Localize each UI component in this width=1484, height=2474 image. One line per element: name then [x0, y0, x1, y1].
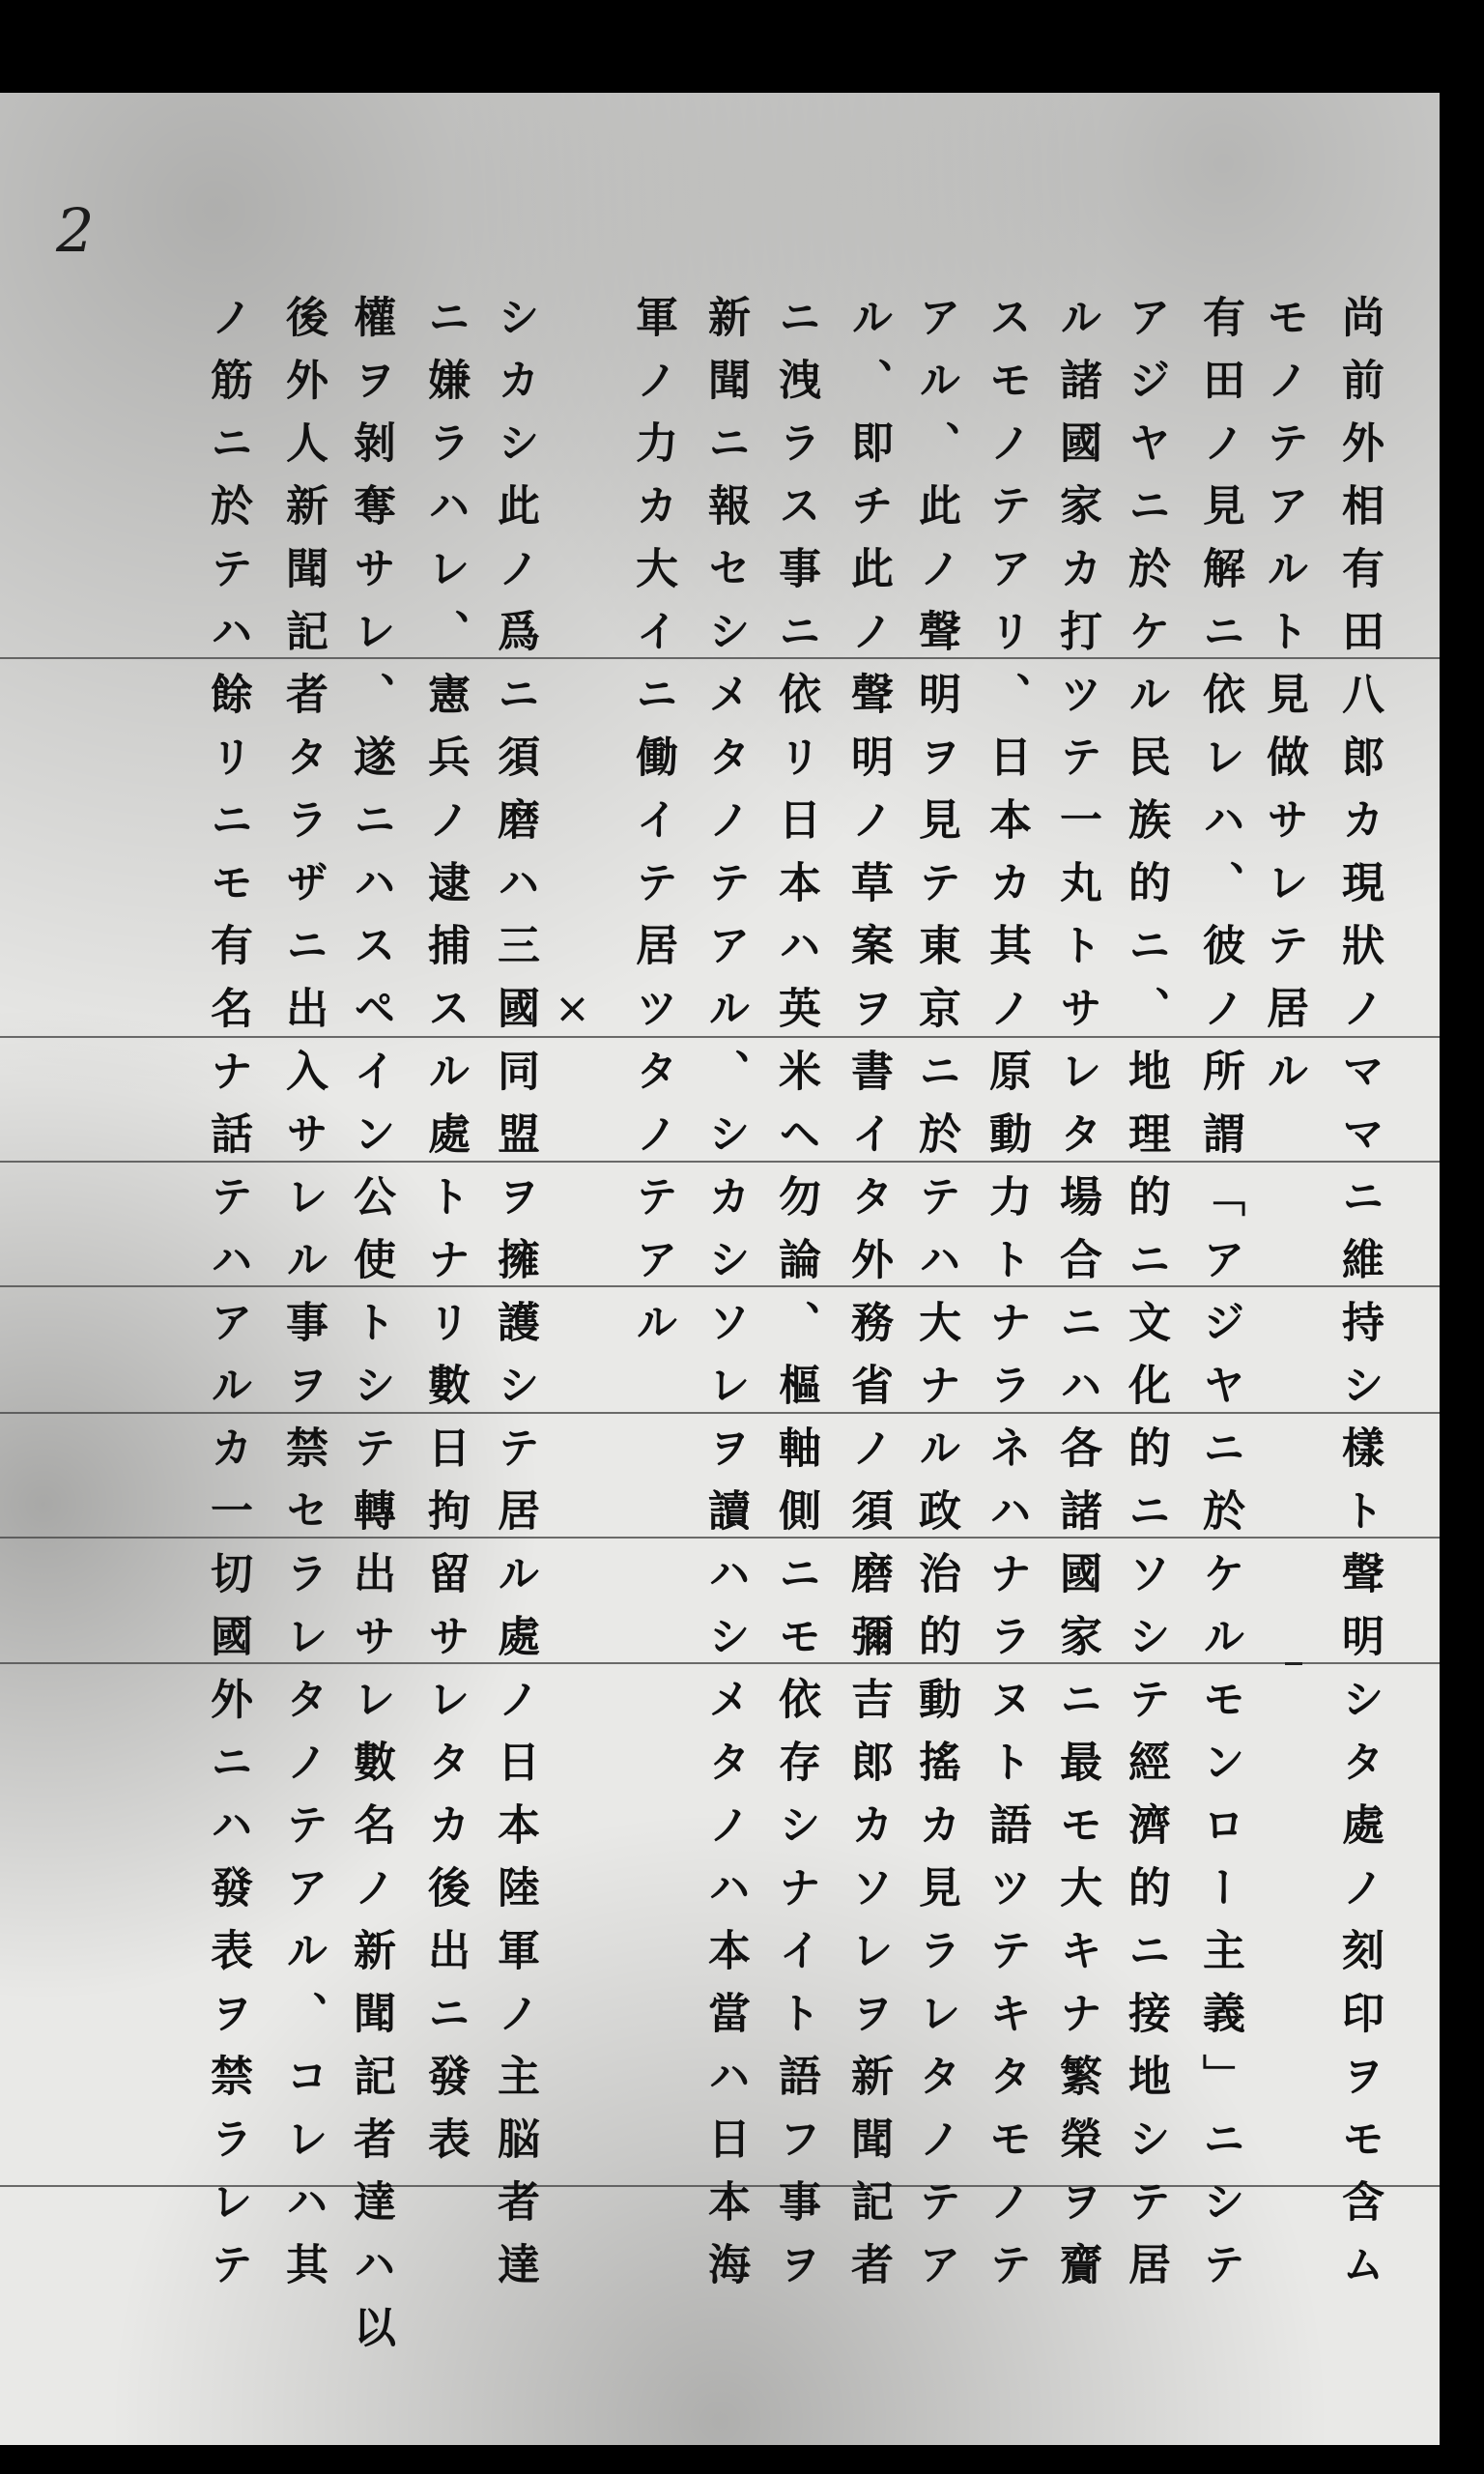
text-column-2: モノテアルト見做サレテ居ル [1259, 295, 1308, 1111]
text-column-1: 尚前外相有田八郎カ現狀ノママニ維持シ樣ト聲明シタ處ノ刻印ヲモ含ム [1334, 295, 1384, 2305]
text-column-7: アル、此ノ聲明ヲ見テ東京ニ於テハ大ナル政治的動搖カ見ラレタノテア [911, 295, 960, 2305]
text-column-5: ル諸國家カ打ツテ一丸トサレタ場合ニハ各諸國家ニ最モ大キナ繁榮ヲ齎 [1052, 295, 1101, 2305]
text-column-12: シカシ此ノ爲ニ須磨ハ三國同盟ヲ擁護シテ居ル處ノ日本陸軍ノ主脳者達 [490, 295, 539, 2305]
text-column-13: ニ嫌ラハレ、憲兵ノ逮捕スル處トナリ數日拘留サレタカ後出ニ發表 [420, 295, 470, 2179]
text-column-11: 軍ノ力カ大イニ働イテ居ツタノテアル [628, 295, 677, 1363]
text-column-6: スモノテアリ、日本カ其ノ原動力トナラネハナラヌト語ツテキタモノテ [982, 295, 1031, 2305]
text-column-15: 後外人新聞記者タラザニ出入サレル事ヲ禁セラレタノテアル、コレハ其 [278, 295, 328, 2305]
text-column-4: アジヤニ於ケル民族的ニ、地理的ニ文化的ニソシテ經濟的ニ接地シテ居 [1121, 295, 1170, 2305]
dash-mark [1285, 1662, 1302, 1665]
cross-mark: × [555, 984, 590, 1033]
text-column-9: ニ洩ラス事ニ依リ日本ハ英米ヘ勿論、樞軸側ニモ依存シナイト語フ事ヲ [771, 295, 820, 2305]
text-column-8: ル、即チ此ノ聲明ノ草案ヲ書イタ外務省ノ須磨彌吉郎カソレヲ新聞記者 [843, 295, 893, 2305]
text-column-3: 有田ノ見解ニ依レハ、彼ノ所謂「アジヤニ於ケルモンロー主義」ニシテ [1195, 295, 1244, 2305]
text-column-14: 權ヲ剝奪サレ、遂ニハスペイン公使トシテ轉出サレ數名ノ新聞記者達ハ以 [346, 295, 395, 2368]
text-column-16: ノ筋ニ於テハ餘リニモ有名ナ話テハアルカ一切國外ニハ發表ヲ禁ラレテ [203, 295, 252, 2305]
page-number: 2 [56, 195, 95, 266]
text-column-10: 新聞ニ報セシメタノテアル、シカシソレヲ讀ハシメタノハ本當ハ日本海 [700, 295, 750, 2305]
